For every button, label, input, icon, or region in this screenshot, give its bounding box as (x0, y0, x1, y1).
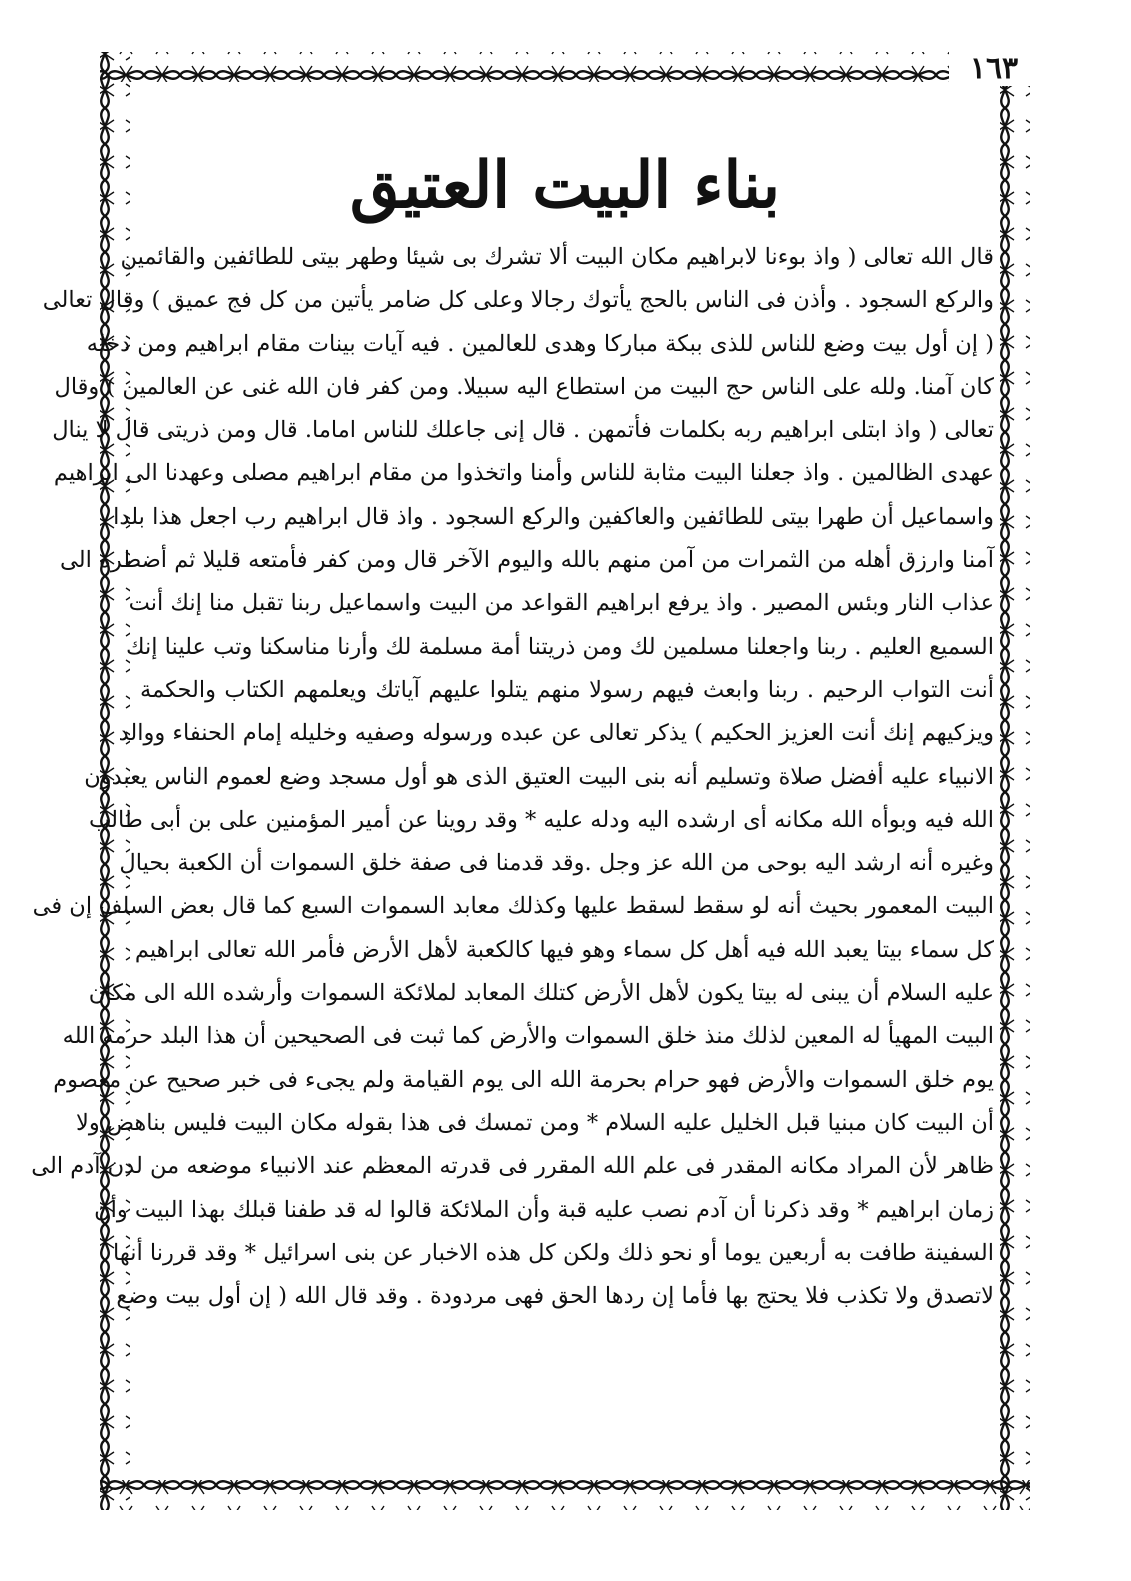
text-line: زمان ابراهيم * وقد ذكرنا أن آدم نصب عليه قبة وأن الملائكة قالوا له قد طفنا قبلك بهذا البيت وأن (94, 1196, 994, 1223)
text-line: أنت التواب الرحيم . ربنا وابعث فيهم رسولا منهم يتلوا عليهم آياتك ويعلمهم الكتاب والحكمة (140, 676, 994, 703)
text-line: آمنا وارزق أهله من الثمرات من آمن منهم بالله واليوم الآخر قال ومن كفر فأمتعه قليلا ثم أضطره الى (60, 547, 994, 574)
text-line: ظاهر لأن المراد مكانه المقدر فى علم الله المقرر فى قدرته المعظم عند الانبياء موضعه من لدن آدم الى (31, 1153, 994, 1180)
text-line: البيت المعمور بحيث أنه لو سقط لسقط عليها وكذلك معابد السموات السبع كما قال بعض السلف إن فى (32, 893, 994, 920)
body-text (31, 236, 994, 1480)
text-line: قال الله تعالى ( واذ بوءنا لابراهيم مكان البيت ألا تشرك بى شيئا وطهر بيتى للطائفين والقائمين (120, 244, 994, 270)
text-line: لاتصدق ولا تكذب فلا يحتج بها فأما إن ردها الحق فهى مردودة . وقد قال الله ( إن أول بيت وضع (116, 1283, 994, 1310)
text-line: البيت المهيأ له المعين لذلك منذ خلق السموات والأرض كما ثبت فى الصحيحين أن هذا البلد حرمه الله (62, 1023, 994, 1050)
page-number: ١٦٣ (949, 52, 1039, 86)
text-line: وغيره أنه ارشد اليه بوحى من الله عز وجل .وقد قدمنا فى صفة خلق السموات أن الكعبة بحيال (119, 850, 994, 877)
text-line: كل سماء بيتا يعبد الله فيه أهل كل سماء وهو فيها كالكعبة لأهل الأرض فأمر الله تعالى ابراهيم (134, 936, 994, 963)
text-line: كان آمنا. ولله على الناس حج البيت من استطاع اليه سبيلا. ومن كفر فان الله غنى عن العالمين ) وقال (54, 373, 994, 400)
text-line: عذاب النار وبئس المصير . واذ يرفع ابراهيم القواعد من البيت واسماعيل ربنا تقبل منا إنك أنت (128, 590, 994, 617)
text-line: الانبياء عليه أفضل صلاة وتسليم أنه بنى البيت العتيق الذى هو أول مسجد وضع لعموم الناس يعبدون (84, 763, 994, 790)
text-line: والركع السجود . وأذن فى الناس بالحج يأتوك رجالا وعلى كل ضامر يأتين من كل فج عميق ) وقال تعالى (42, 287, 994, 314)
text-line: واسماعيل أن طهرا بيتى للطائفين والعاكفين والركع السجود . واذ قال ابراهيم رب اجعل هذا بلدا (113, 503, 994, 530)
text-line: ويزكيهم إنك أنت العزيز الحكيم ) يذكر تعالى عن عبده ورسوله وصفيه وخليله إمام الحنفاء ووالد (118, 720, 994, 747)
text-line: الله فيه وبوأه الله مكانه أى ارشده اليه ودله عليه * وقد روينا عن أمير المؤمنين على بن أبى طالب (89, 806, 994, 833)
text-line: تعالى ( واذ ابتلى ابراهيم ربه بكلمات فأتمهن . قال إنى جاعلك للناس اماما. قال ومن ذريتى قال لا ينال (52, 417, 994, 444)
text-line: أن البيت كان مبنيا قبل الخليل عليه السلام * ومن تمسك فى هذا بقوله مكان البيت فليس بناهض ولا (76, 1109, 994, 1136)
chapter-title: بناء البيت العتيق (349, 148, 781, 223)
text-line: يوم خلق السموات والأرض فهو حرام بحرمة الله الى يوم القيامة ولم يجىء فى خبر صحيح عن معصوم (53, 1066, 994, 1093)
text-line: عليه السلام أن يبنى له بيتا يكون لأهل الأرض كتلك المعابد لملائكة السموات وأرشده الله الى مكان (88, 980, 994, 1007)
text-line: السميع العليم . ربنا واجعلنا مسلمين لك ومن ذريتنا أمة مسلمة لك وأرنا مناسكنا وتب علينا إنك (126, 633, 994, 660)
text-line: عهدى الظالمين . واذ جعلنا البيت مثابة للناس وأمنا واتخذوا من مقام ابراهيم مصلى وعهدنا الى ابراهيم (53, 460, 994, 487)
text-line: ( إن أول بيت وضع للناس للذى ببكة مباركا وهدى للعالمين . فيه آيات بينات مقام ابراهيم ومن دخله (86, 330, 994, 357)
text-line: السفينة طافت به أربعين يوما أو نحو ذلك ولكن كل هذه الاخبار عن بنى اسرائيل * وقد قررنا أنها (113, 1239, 994, 1266)
